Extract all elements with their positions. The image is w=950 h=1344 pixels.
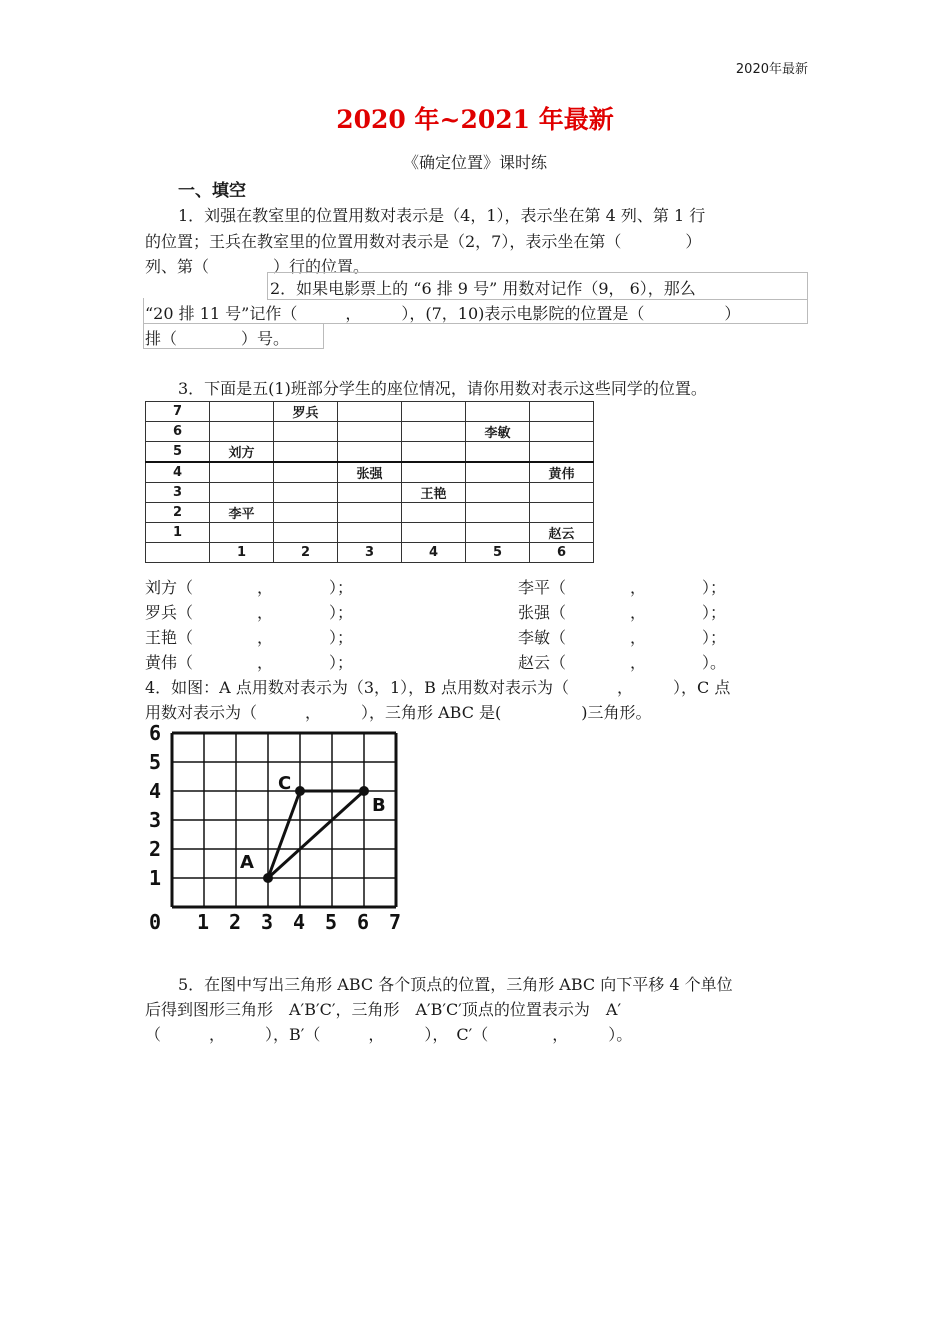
q2-line3: 排（ ）号。 — [145, 329, 290, 348]
column-label-row — [146, 543, 594, 563]
q5-line1: 5．在图中写出三角形 ABC 各个顶点的位置，三角形 ABC 向下平移 4 个单位 — [178, 975, 733, 994]
page-subtitle: 《确定位置》课时练 — [402, 153, 547, 172]
point-label-c: C — [278, 773, 292, 794]
point-label-a: A — [240, 852, 254, 873]
q1-line1: 1．刘强在教室里的位置用数对表示是（4，1），表示坐在第 4 列、第 1 行 — [178, 206, 706, 225]
seat-row — [146, 483, 594, 503]
y-axis-label: 1 — [149, 866, 162, 890]
section-heading: 一、填空 — [178, 181, 246, 201]
x-axis-label: 7 — [389, 910, 402, 934]
row-label: 5 — [146, 442, 210, 463]
student-seat: 刘方 — [210, 442, 274, 463]
empty-seat — [338, 503, 402, 523]
empty-seat — [402, 462, 466, 483]
q3-answer-huangwei: 黄伟（ ， ）； — [145, 653, 354, 672]
q4-line1: 4．如图：A 点用数对表示为（3，1），B 点用数对表示为（ ， ），C 点 — [145, 678, 731, 697]
y-axis-label: 4 — [149, 779, 162, 803]
seat-row — [146, 402, 594, 422]
q2-line1: 2．如果电影票上的 “6 排 9 号” 用数对记作（9， 6），那么 — [270, 279, 696, 298]
seat-row — [146, 523, 594, 543]
student-seat: 赵云 — [530, 523, 594, 543]
empty-seat — [466, 402, 530, 422]
empty-seat — [274, 483, 338, 503]
q2-line2: “20 排 11 号”记作（ ， ），(7，10)表示电影院的位置是（ ） — [145, 304, 741, 323]
empty-seat — [274, 422, 338, 442]
empty-seat — [402, 503, 466, 523]
q1-line3: 列、第（ ）行的位置。 — [145, 257, 370, 276]
empty-seat — [274, 442, 338, 463]
q3-answer-wangyan: 王艳（ ， ）； — [145, 628, 354, 647]
x-axis-label: 6 — [357, 910, 370, 934]
row-label: 4 — [146, 462, 210, 483]
student-seat: 李平 — [210, 503, 274, 523]
seat-row — [146, 442, 594, 463]
empty-seat — [210, 422, 274, 442]
x-axis-label: 5 — [325, 910, 338, 934]
row-label: 6 — [146, 422, 210, 442]
x-axis-label: 4 — [293, 910, 306, 934]
empty-seat — [210, 523, 274, 543]
q3-answer-liping: 李平（ ， ）； — [518, 578, 727, 597]
x-axis-label: 2 — [229, 910, 242, 934]
empty-seat — [210, 483, 274, 503]
student-seat: 李敏 — [466, 422, 530, 442]
column-label: 3 — [338, 543, 402, 563]
empty-seat — [338, 483, 402, 503]
q3-answer-limin: 李敏（ ， ）； — [518, 628, 727, 647]
empty-seat — [402, 422, 466, 442]
row-label: 3 — [146, 483, 210, 503]
empty-seat — [530, 503, 594, 523]
empty-seat — [402, 442, 466, 463]
q3-answer-luobing: 罗兵（ ， ）； — [145, 603, 354, 622]
q3-answer-zhaoyun: 赵云（ ， ）。 — [518, 653, 727, 672]
empty-seat — [402, 402, 466, 422]
q5-line2: 后得到图形三角形 A′B′C′，三角形 A′B′C′顶点的位置表示为 A′ — [145, 1000, 622, 1019]
student-seat: 黄伟 — [530, 462, 594, 483]
empty-seat — [274, 462, 338, 483]
q3-answer-liufang: 刘方（ ， ）； — [145, 578, 354, 597]
empty-seat — [466, 462, 530, 483]
point-b — [359, 786, 369, 796]
seat-row — [146, 462, 594, 483]
empty-seat — [210, 402, 274, 422]
empty-seat — [338, 402, 402, 422]
column-label — [146, 543, 210, 563]
point-label-b: B — [372, 795, 386, 816]
point-c — [295, 786, 305, 796]
y-axis-label: 2 — [149, 837, 162, 861]
y-axis-label: 5 — [149, 750, 162, 774]
q1-line2: 的位置；王兵在教室里的位置用数对表示是（2，7），表示坐在第（ ） — [145, 232, 702, 251]
column-label: 5 — [466, 543, 530, 563]
q3-text: 3．下面是五(1)班部分学生的座位情况，请你用数对表示这些同学的位置。 — [178, 379, 707, 398]
empty-seat — [530, 402, 594, 422]
y-axis-label: 3 — [149, 808, 162, 832]
column-label: 4 — [402, 543, 466, 563]
column-label: 1 — [210, 543, 274, 563]
point-a — [263, 873, 273, 883]
q3-answer-zhangqiang: 张强（ ， ）； — [518, 603, 727, 622]
empty-seat — [466, 442, 530, 463]
seat-table — [145, 401, 594, 563]
row-label: 2 — [146, 503, 210, 523]
empty-seat — [530, 483, 594, 503]
page-title: 2020 年~2021 年最新 — [336, 105, 614, 134]
empty-seat — [466, 523, 530, 543]
empty-seat — [338, 442, 402, 463]
empty-seat — [274, 523, 338, 543]
y-axis-label: 0 — [149, 910, 162, 934]
empty-seat — [338, 523, 402, 543]
empty-seat — [338, 422, 402, 442]
column-label: 6 — [530, 543, 594, 563]
seat-row — [146, 422, 594, 442]
x-axis-label: 1 — [197, 910, 210, 934]
empty-seat — [402, 523, 466, 543]
empty-seat — [530, 422, 594, 442]
triangle-abc — [268, 791, 364, 878]
row-label: 1 — [146, 523, 210, 543]
page-header: 2020年最新 — [735, 62, 808, 77]
student-seat: 王艳 — [402, 483, 466, 503]
q5-line3: （ ， ），B′（ ， ）， C′（ ， ）。 — [145, 1025, 633, 1044]
empty-seat — [466, 483, 530, 503]
empty-seat — [210, 462, 274, 483]
empty-seat — [530, 442, 594, 463]
empty-seat — [274, 503, 338, 523]
x-axis-label: 3 — [261, 910, 274, 934]
column-label: 2 — [274, 543, 338, 563]
q4-line2: 用数对表示为（ ， ），三角形 ABC 是( )三角形。 — [145, 703, 652, 722]
student-seat: 罗兵 — [274, 402, 338, 422]
empty-seat — [466, 503, 530, 523]
row-label: 7 — [146, 402, 210, 422]
seat-row — [146, 503, 594, 523]
coordinate-figure — [143, 722, 405, 946]
y-axis-label: 6 — [149, 722, 162, 745]
student-seat: 张强 — [338, 462, 402, 483]
